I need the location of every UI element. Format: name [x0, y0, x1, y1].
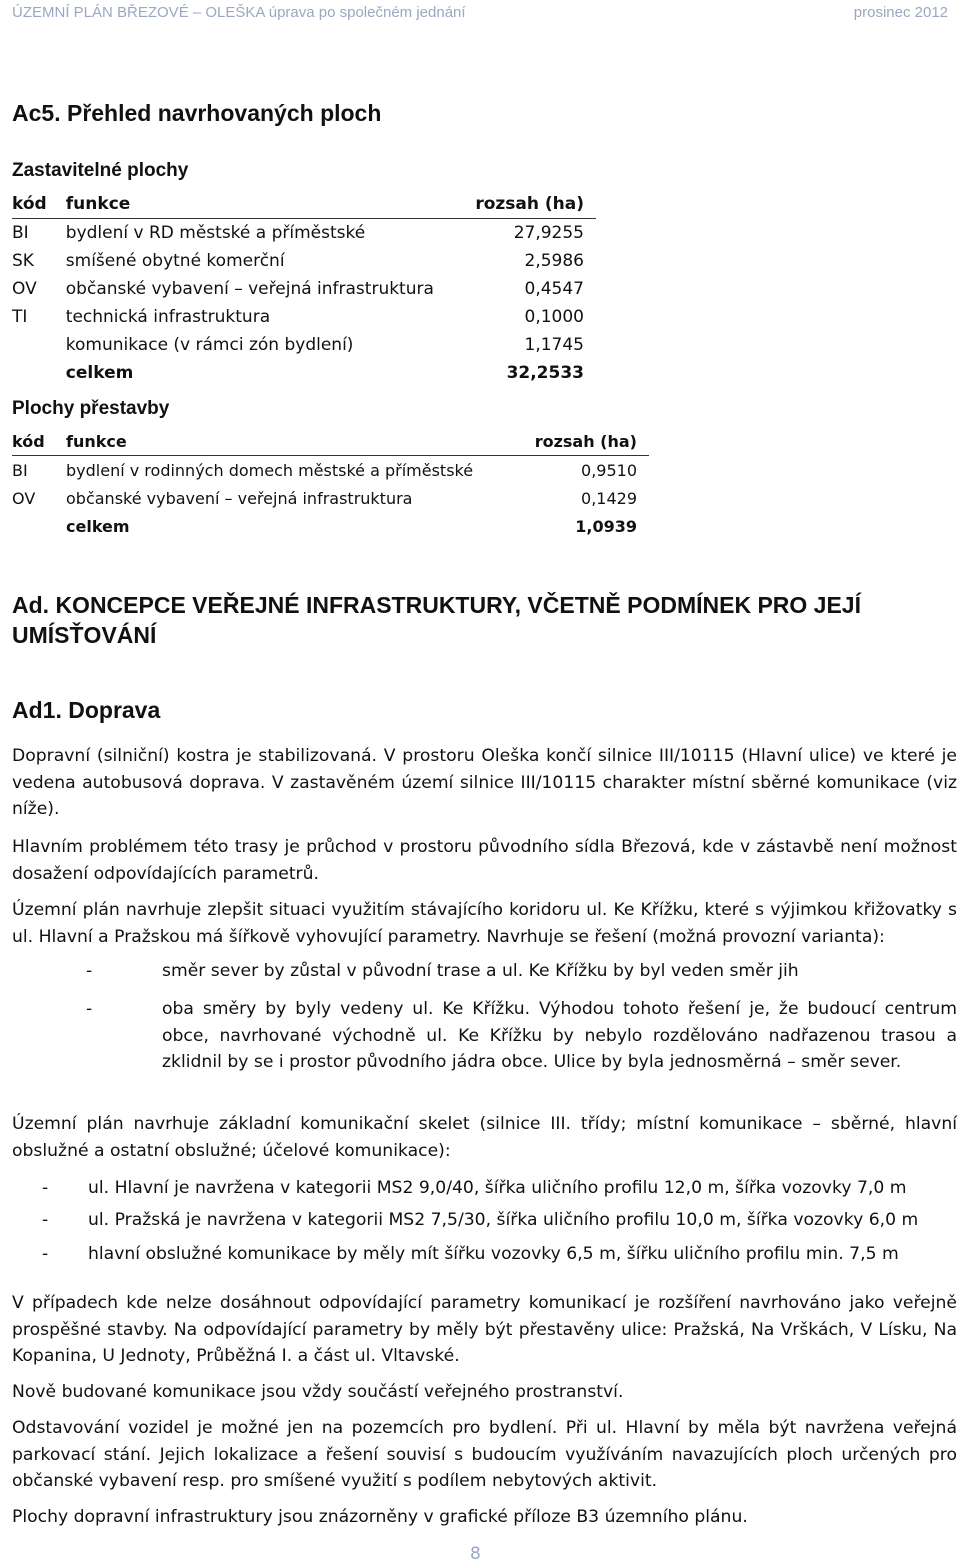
- paragraph-public-works: V případech kde nelze dosáhnout odpovídající parametry komunikací je rozšíření navrhováno jako veřejně prospěšné stavby. Na odpovídající parametry by měly být přestavěny ulice: Pražská, Na Vrškách, V Lísku, Na Kopanina, U Jednoty, Průběžná I. a část ul. Vltavské.: [12, 1293, 957, 1366]
- table-plochy-prestavby: [12, 427, 649, 540]
- list-item-variant: [12, 958, 957, 985]
- list-item-text: ul. Hlavní je navržena v kategorii MS2 9,0/40, šířka uličního profilu 12,0 m, šířka vozovky 7,0 m: [88, 1178, 907, 1198]
- row-function: komunikace (v rámci zón bydlení): [65, 335, 354, 355]
- row-code: SK: [12, 251, 34, 271]
- column-header-function: funkce: [66, 190, 476, 219]
- row-code: BI: [12, 460, 28, 480]
- row-area: 0,9510: [581, 460, 637, 480]
- section-heading-ad1: Ad1. Doprava: [12, 697, 161, 723]
- paragraph-road-skeleton: Územní plán navrhuje základní komunikační skelet (silnice III. třídy; místní komunikace – sběrné, hlavní obslužné a ostatní obslužné; účelové komunikace):: [12, 1114, 957, 1161]
- row-function: občanské vybavení – veřejná infrastruktura: [65, 279, 434, 299]
- running-header-date: prosinec 2012: [853, 4, 948, 21]
- row-function: smíšené obytné komerční: [65, 251, 285, 271]
- paragraph-parking: Odstavování vozidel je možné jen na pozemcích pro bydlení. Při ul. Hlavní by měla být navržena veřejná parkovací stání. Jejich lokalizace a řešení souvisí s budoucím využíváním navazujících ploch určených pro občanské vybavení resp. pro smíšené využití s podílem nebytových aktivit.: [12, 1418, 957, 1491]
- row-code: OV: [12, 279, 37, 299]
- list-item-text: oba směry by byly vedeny ul. Ke Křížku. Výhodou tohoto řešení je, že budoucí centrum obce, navrhované východně ul. Ke Křížku by nebylo rozdělováno nadřazenou trasou a zklidnil by se i prostor původního jádra obce. Ulice by byla jednosměrná – směr sever.: [162, 999, 957, 1072]
- column-header-code: kód: [12, 427, 66, 456]
- list-item-text: směr sever by zůstal v původní trase a ul. Ke Křížku by byl veden směr jih: [162, 961, 799, 981]
- table-row: [12, 247, 596, 275]
- table-header-row: [12, 190, 596, 219]
- row-code: [12, 331, 66, 359]
- row-function: bydlení v rodinných domech městské a příměstské: [66, 460, 474, 480]
- total-label: celkem: [65, 363, 134, 383]
- table-zastavitelne-plochy: [12, 190, 596, 387]
- table-row: [12, 331, 596, 359]
- row-area: 2,5986: [524, 251, 584, 271]
- row-area: 27,9255: [513, 223, 584, 243]
- paragraph-graphic-annex: Plochy dopravní infrastruktury jsou znázorněny v grafické příloze B3 územního plánu.: [12, 1507, 748, 1527]
- row-function: bydlení v RD městské a příměstské: [65, 223, 366, 243]
- row-function: občanské vybavení – veřejná infrastruktura: [66, 488, 413, 508]
- table-total-row: [12, 359, 596, 387]
- column-header-function: funkce: [66, 427, 516, 456]
- list-item-text: ul. Pražská je navržena v kategorii MS2 7,5/30, šířka uličního profilu 10,0 m, šířka vozovky 6,0 m: [88, 1210, 919, 1230]
- row-function: technická infrastruktura: [65, 307, 271, 327]
- list-item-road: [12, 1175, 957, 1202]
- table-header-row: [12, 427, 649, 456]
- list-dash: -: [42, 1244, 49, 1264]
- paragraph-new-roads: Nově budované komunikace jsou vždy součástí veřejného prostranství.: [12, 1382, 624, 1402]
- list-dash: -: [42, 1178, 49, 1198]
- section-heading-ad: Ad. KONCEPCE VEŘEJNÉ INFRASTRUKTURY, VČETNĚ PODMÍNEK PRO JEJÍ UMÍSŤOVÁNÍ: [12, 592, 861, 648]
- section-heading-ac5: Ac5. Přehled navrhovaných ploch: [12, 100, 382, 126]
- row-code: BI: [12, 223, 29, 243]
- total-area: 1,0939: [575, 516, 637, 536]
- table-row: [12, 456, 649, 485]
- table-total-row: [12, 512, 649, 540]
- list-dash: -: [86, 961, 93, 981]
- paragraph-road-framework: Dopravní (silniční) kostra je stabilizovaná. V prostoru Oleška končí silnice III/10115 (Hlavní ulice) ve které je vedena autobusová doprava. V zastavěném území silnice III/10115 charakter místní sběrné komunikace (viz níže).: [12, 746, 957, 819]
- running-header-title: ÚZEMNÍ PLÁN BŘEZOVÉ – OLEŠKA úprava po společném jednání: [12, 4, 466, 21]
- list-dash: -: [42, 1210, 49, 1230]
- row-area: 0,1000: [524, 307, 584, 327]
- subheading-zastavitelne-plochy: Zastavitelné plochy: [12, 160, 189, 181]
- row-area: 0,1429: [581, 488, 637, 508]
- paragraph-proposal: Územní plán navrhuje zlepšit situaci využitím stávajícího koridoru ul. Ke Křížku, které s výjimkou křižovatky s ul. Hlavní a Pražskou má šířkově vyhovující parametry. Navrhuje se řešení (možná provozní varianta):: [12, 900, 957, 947]
- row-area: 0,4547: [524, 279, 584, 299]
- row-code: TI: [12, 307, 28, 327]
- page-number: 8: [470, 1544, 481, 1564]
- list-item-text: hlavní obslužné komunikace by měly mít šířku vozovky 6,5 m, šířku uličního profilu min. 7,5 m: [88, 1244, 899, 1264]
- subheading-plochy-prestavby: Plochy přestavby: [12, 398, 170, 419]
- paragraph-main-problem: Hlavním problémem této trasy je průchod v prostoru původního sídla Březová, kde v zástavbě není možnost dosažení odpovídajících parametrů.: [12, 837, 957, 884]
- total-label: celkem: [66, 516, 130, 536]
- table-row: [12, 303, 596, 331]
- row-code: OV: [12, 488, 36, 508]
- row-area: 1,1745: [524, 335, 584, 355]
- list-item-road: [12, 1207, 957, 1234]
- column-header-area: rozsah (ha): [516, 427, 649, 456]
- total-area: 32,2533: [506, 363, 584, 383]
- table-row: [12, 275, 596, 303]
- list-item-variant: [12, 996, 957, 1076]
- list-dash: -: [86, 999, 93, 1019]
- column-header-area: rozsah (ha): [475, 190, 596, 219]
- list-item-road: [12, 1241, 957, 1268]
- column-header-code: kód: [12, 190, 66, 219]
- table-row: [12, 484, 649, 512]
- table-row: [12, 219, 596, 248]
